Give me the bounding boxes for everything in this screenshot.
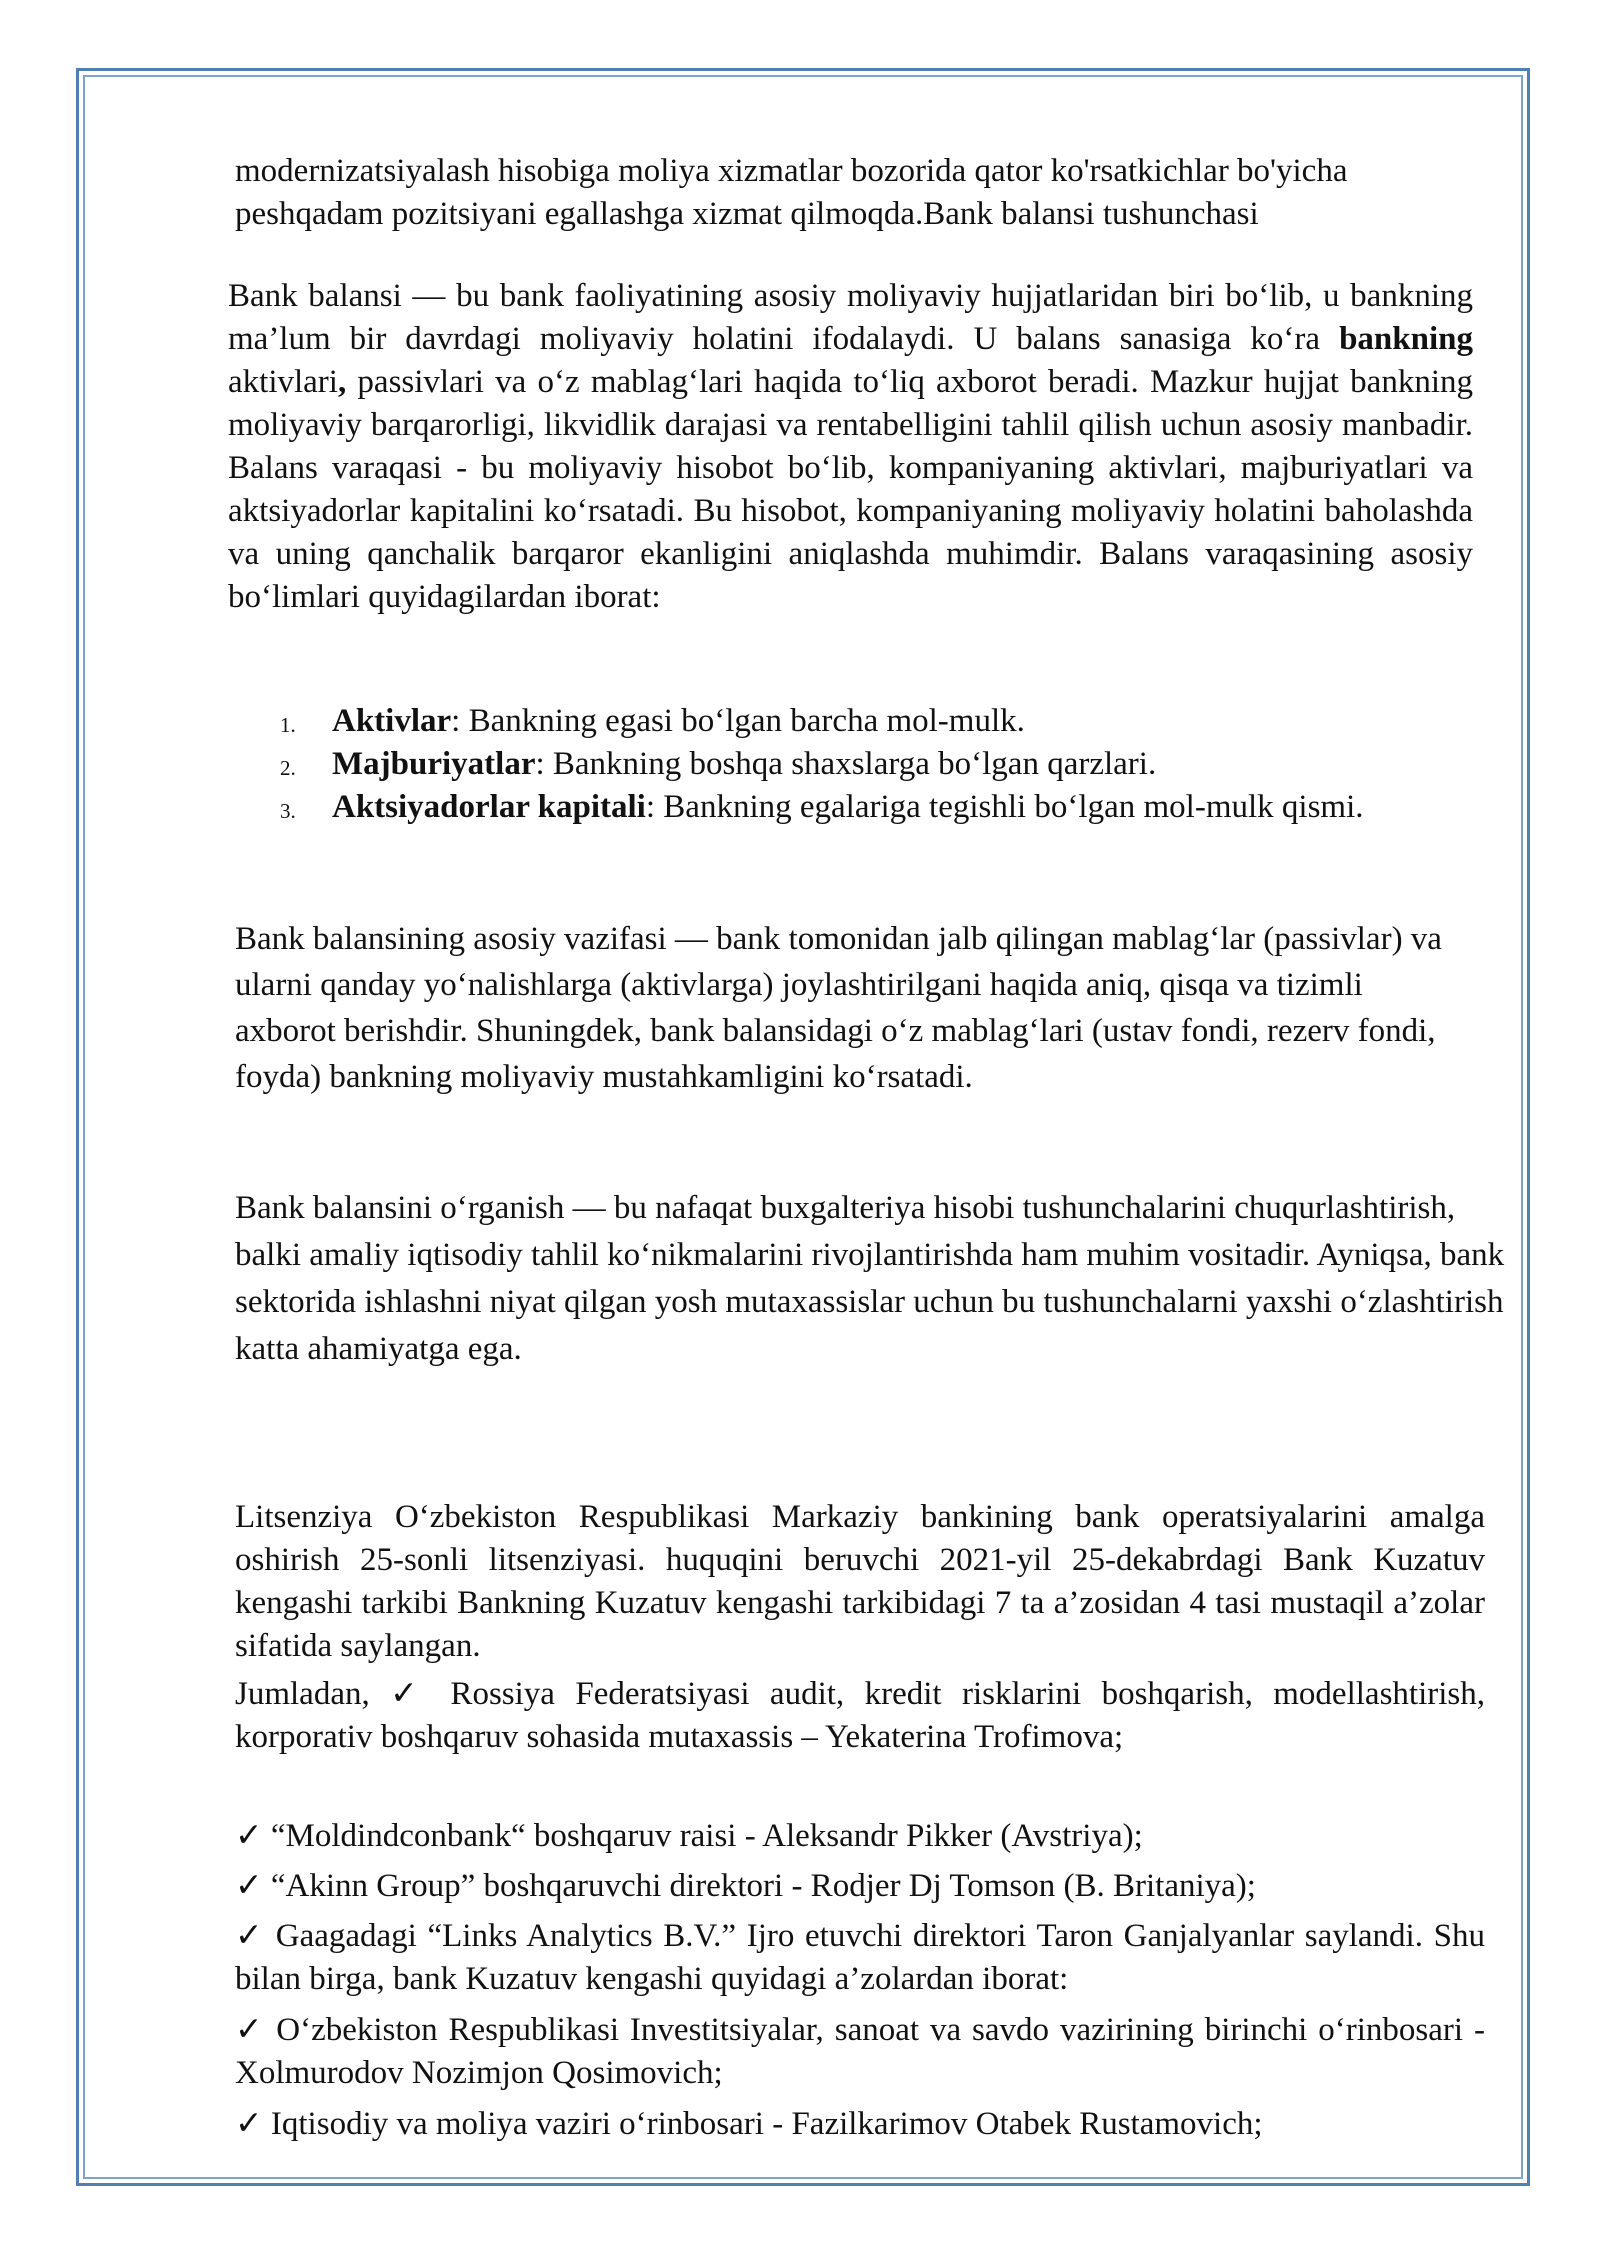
balance-definition-bold-1: bankning xyxy=(1339,321,1473,357)
list-item-text: Bankning egasi bo‘lgan barcha mol-mulk. xyxy=(468,703,1025,739)
council-member-fazilkarimov: ✓ Iqtisodiy va moliya vaziri o‘rinbosari - Fazilkarimov Otabek Rustamovich; xyxy=(235,2106,1263,2142)
balance-definition-paragraph xyxy=(228,275,1473,619)
list-item-term: Aktsiyadorlar kapitali xyxy=(332,789,646,825)
balance-study-paragraph: Bank balansini o‘rganish — bu nafaqat buxgalteriya hisobi tushunchalarini chuqurlashtirish, balki amaliy iqtisodiy tahlil ko‘nikmalarini rivojlantirishda ham muhim vositadir. Ayniqsa, bank sektorida ishlashni niyat qilgan yosh mutaxassislar uchun bu tushunchalarni yaxshi o‘zlashtirish katta ahamiyatga ega. xyxy=(235,1190,1505,1367)
balance-definition-bold-2: , xyxy=(337,364,347,400)
list-item xyxy=(280,700,1440,743)
council-member-ganjalyan: ✓ Gaagadagi “Links Analytics B.V.” Ijro etuvchi direktori Taron Ganjalyanlar saylandi. Shu bilan birga, bank Kuzatuv kengashi quyidagi a’zolardan iborat: xyxy=(235,1918,1485,1997)
license-paragraph: Litsenziya O‘zbekiston Respublikasi Markaziy bankining bank operatsiyalarini amalga oshirish 25-sonli litsenziyasi. huquqini beruvchi 2021-yil 25-dekabrdagi Bank Kuzatuv kengashi tarkibi Bankning Kuzatuv kengashi tarkibidagi 7 ta a’zosidan 4 tasi mustaqil a’zolar sifatida saylangan. xyxy=(235,1499,1485,1664)
list-item-text: Bankning boshqa shaxslarga bo‘lgan qarzlari. xyxy=(552,746,1157,782)
balance-definition-text-2: aktivlari xyxy=(228,364,338,400)
list-item-separator: : xyxy=(451,703,469,739)
balance-definition-text-1: Bank balansi — bu bank faoliyatining asosiy moliyaviy hujjatlaridan biri bo‘lib, u bankning ma’lum bir davrdagi moliyaviy holatini ifodalaydi. U balans sanasiga ko‘ra xyxy=(228,278,1473,357)
council-members-paragraph: Jumladan, ✓ Rossiya Federatsiyasi audit, kredit risklarini boshqarish, modellashtirish, korporativ boshqaruv sohasida mutaxassis – Yekaterina Trofimova; xyxy=(235,1676,1485,1755)
list-item-text: Bankning egalariga tegishli bo‘lgan mol-mulk qismi. xyxy=(663,789,1364,825)
intro-paragraph xyxy=(235,150,1505,236)
balance-sections-list xyxy=(280,700,1440,829)
council-member-tomson: ✓ “Akinn Group” boshqaruvchi direktori - Rodjer Dj Tomson (B. Britaniya); xyxy=(235,1868,1256,1904)
list-item-number: 3. xyxy=(280,799,296,823)
intro-line-2: peshqadam pozitsiyani egallashga xizmat qilmoqda.Bank balansi tushunchasi xyxy=(235,196,1259,232)
list-item-separator: : xyxy=(645,789,664,825)
list-item-term: Majburiyatlar xyxy=(332,746,536,782)
council-member-pikker: ✓ “Moldindconbank“ boshqaruv raisi - Aleksandr Pikker (Avstriya); xyxy=(235,1818,1143,1854)
list-item-number: 2. xyxy=(280,756,296,780)
balance-definition-text-3: passivlari va o‘z mablag‘lari haqida to‘liq axborot beradi. Mazkur hujjat bankning moliyaviy barqarorligi, likvidlik darajasi va rentabelligini tahlil qilish uchun asosiy manbadir. Balans varaqasi - bu moliyaviy hisobot bo‘lib, kompaniyaning aktivlari, majburiyatlari va aktsiyadorlar kapitalini ko‘rsatadi. Bu hisobot, kompaniyaning moliyaviy holatini baholashda va uning qanchalik barqaror ekanligini aniqlashda muhimdir. Balans varaqasining asosiy bo‘limlari quyidagilardan iborat: xyxy=(228,364,1473,615)
balance-purpose-paragraph: Bank balansining asosiy vazifasi — bank tomonidan jalb qilingan mablag‘lar (passivlar) va ularni qanday yo‘nalishlarga (aktivlarga) joylashtirilgani haqida aniq, qisqa va tizimli axborot berishdir. Shuningdek, bank balansidagi o‘z mablag‘lari (ustav fondi, rezerv fondi, foyda) bankning moliyaviy mustahkamligini ko‘rsatadi. xyxy=(235,921,1442,1095)
list-item xyxy=(280,743,1440,786)
list-item-separator: : xyxy=(535,746,553,782)
list-item-term: Aktivlar xyxy=(332,703,452,739)
list-item xyxy=(280,786,1440,829)
intro-line-1: modernizatsiyalash hisobiga moliya xizmatlar bozorida qator ko'rsatkichlar bo'yicha xyxy=(235,153,1348,189)
council-member-xolmurodov: ✓ O‘zbekiston Respublikasi Investitsiyalar, sanoat va savdo vazirining birinchi o‘rinbosari - Xolmurodov Nozimjon Qosimovich; xyxy=(235,2012,1485,2091)
list-item-number: 1. xyxy=(280,713,296,737)
